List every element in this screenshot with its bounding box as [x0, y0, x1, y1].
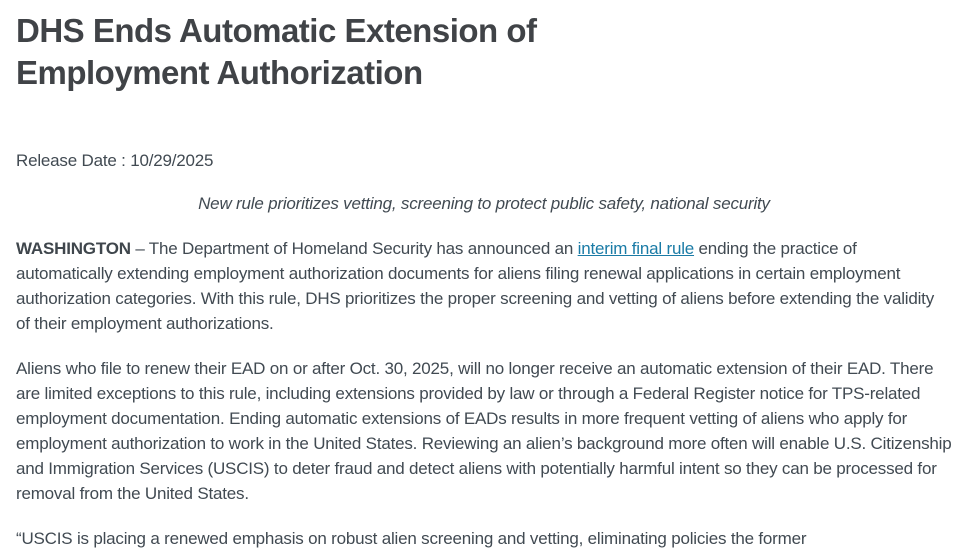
page-title-line-2: Employment Authorization	[16, 54, 423, 91]
release-date-value: 10/29/2025	[130, 151, 214, 170]
page-title-line-1: DHS Ends Automatic Extension of	[16, 12, 537, 49]
paragraph-2: Aliens who file to renew their EAD on or after Oct. 30, 2025, will no longer receive an automatic extension of their EAD. There are limited exceptions to this rule, including extensions provided by law or through a Federal Register notice for TPS-related employment documentation. Ending automatic extensions of EADs results in more frequent vetting of aliens who apply for employment authorization to work in the United States. Reviewing an alien’s background more often will enable U.S. Citizenship and Immigration Services (USCIS) to deter fraud and detect aliens with potentially harmful intent so they can be processed for removal from the United States.	[16, 359, 952, 503]
press-release-page	[0, 10, 970, 551]
paragraph-1	[16, 236, 952, 336]
page-title	[16, 10, 952, 94]
article-body	[16, 236, 952, 551]
interim-final-rule-link[interactable]: interim final rule	[577, 239, 695, 258]
release-date-label: Release Date :	[16, 151, 126, 170]
release-date-row	[16, 148, 952, 173]
dateline: WASHINGTON	[16, 239, 131, 258]
paragraph-1-pre-link: – The Department of Homeland Security has announced an	[130, 239, 578, 258]
article-subtitle: New rule prioritizes vetting, screening to protect public safety, national security	[198, 194, 770, 213]
paragraph-3: “USCIS is placing a renewed emphasis on robust alien screening and vetting, eliminating policies the former	[16, 529, 807, 548]
paragraph-1-post-link: ending the practice of automatically extending employment authorization documents for aliens filing renewal applications in certain employment authorization categories. With this rule, DHS prioritizes the proper screening and vetting of aliens before extending the validity of their employment authorizations.	[16, 239, 935, 333]
